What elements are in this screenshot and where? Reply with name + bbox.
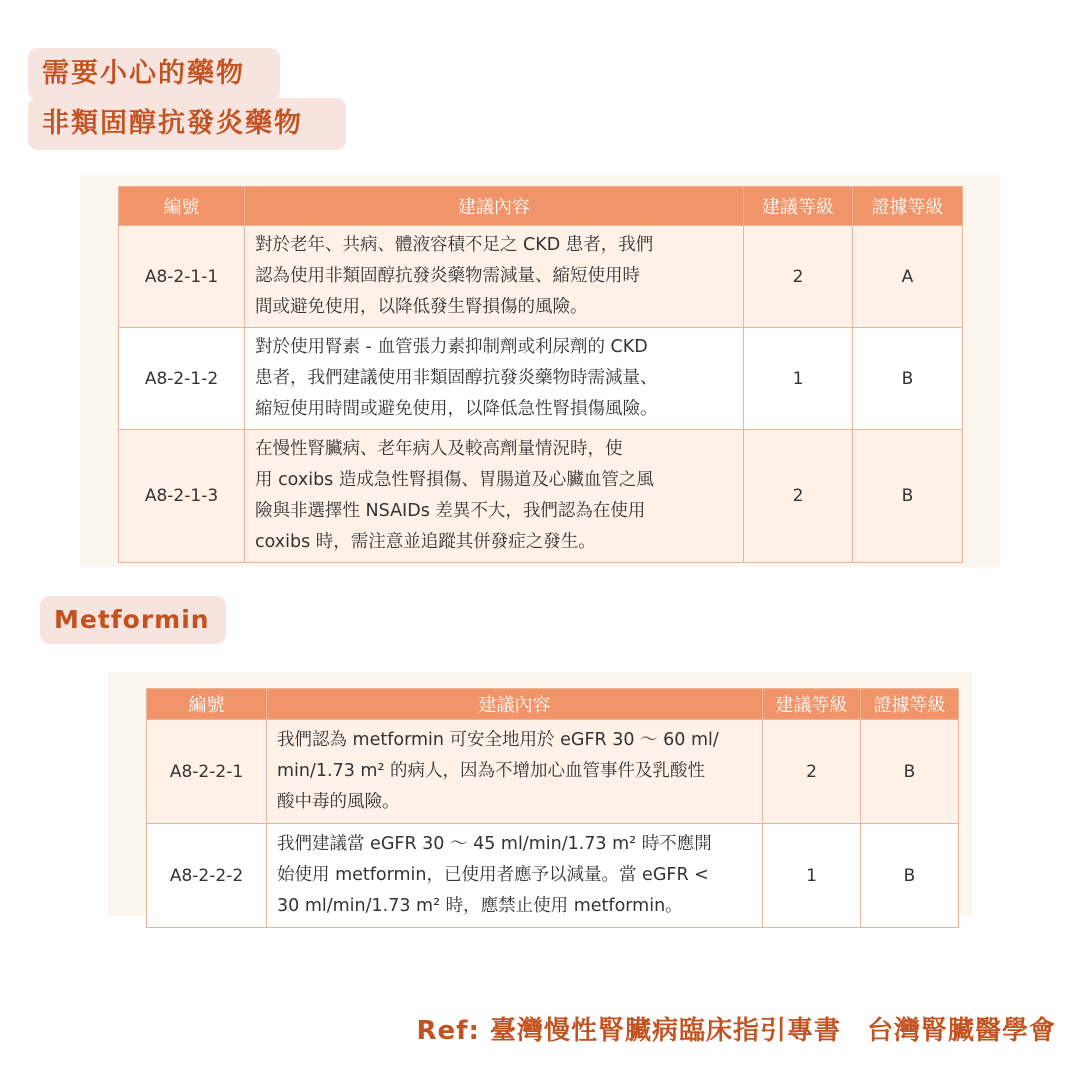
content-line: 患者，我們建議使用非類固醇抗發炎藥物時需減量、: [255, 368, 658, 388]
content-line: 我們建議當 eGFR 30 ～ 45 ml/min/1.73 m² 時不應開: [277, 834, 712, 854]
content-line: 酸中毒的風險。: [277, 792, 400, 812]
reference-footer: [417, 1010, 1056, 1047]
content-line: 我們認為 metformin 可安全地用於 eGFR 30 ～ 60 ml/: [277, 730, 719, 750]
row-evidence-grade: B: [861, 824, 959, 928]
row-id: A8-2-1-3: [119, 430, 245, 563]
ref-label: Ref:: [416, 1016, 480, 1046]
header-id: 編號: [119, 187, 245, 226]
table-row: [119, 430, 963, 563]
row-content: [267, 824, 763, 928]
content-line: 在慢性腎臟病、老年病人及較高劑量情況時，使: [255, 439, 623, 459]
content-line: 用 coxibs 造成急性腎損傷、胃腸道及心臟血管之風: [255, 470, 654, 490]
content-line: 認為使用非類固醇抗發炎藥物需減量、縮短使用時: [255, 266, 640, 286]
row-id: A8-2-2-2: [147, 824, 267, 928]
row-id: A8-2-1-1: [119, 226, 245, 328]
content-line: 間或避免使用，以降低發生腎損傷的風險。: [255, 297, 588, 317]
table-row: [147, 720, 959, 824]
row-recommendation-grade: 1: [744, 328, 853, 430]
ref-organization: 台灣腎臟醫學會: [866, 1016, 1056, 1046]
row-content: [245, 226, 744, 328]
content-line: min/1.73 m² 的病人，因為不增加心血管事件及乳酸性: [277, 761, 706, 781]
row-content: [245, 328, 744, 430]
section-heading-metformin: Metformin: [40, 596, 226, 644]
content-line: 險與非選擇性 NSAIDs 差異不大，我們認為在使用: [255, 501, 646, 521]
row-recommendation-grade: 1: [763, 824, 861, 928]
header-evidence-grade: 證據等級: [853, 187, 963, 226]
row-evidence-grade: B: [861, 720, 959, 824]
content-line: 對於使用腎素 - 血管張力素抑制劑或利尿劑的 CKD: [255, 337, 648, 357]
content-line: 縮短使用時間或避免使用，以降低急性腎損傷風險。: [255, 399, 658, 419]
table-header-row: [147, 689, 959, 720]
table-row: [119, 226, 963, 328]
section-heading-caution-drugs: 需要小心的藥物: [28, 48, 280, 100]
row-recommendation-grade: 2: [763, 720, 861, 824]
content-line: 始使用 metformin，已使用者應予以減量。當 eGFR <: [277, 865, 709, 885]
header-evidence-grade: 證據等級: [861, 689, 959, 720]
header-id: 編號: [147, 689, 267, 720]
table-header-row: [119, 187, 963, 226]
header-content: 建議內容: [267, 689, 763, 720]
header-content: 建議內容: [245, 187, 744, 226]
header-recommendation-grade: 建議等級: [744, 187, 853, 226]
content-line: 30 ml/min/1.73 m² 時，應禁止使用 metformin。: [277, 896, 683, 916]
ref-source: 臺灣慢性腎臟病臨床指引專書: [489, 1016, 841, 1046]
row-recommendation-grade: 2: [744, 226, 853, 328]
header-recommendation-grade: 建議等級: [763, 689, 861, 720]
row-evidence-grade: A: [853, 226, 963, 328]
content-line: 對於老年、共病、體液容積不足之 CKD 患者，我們: [255, 235, 654, 255]
nsaids-recommendation-table: [118, 186, 963, 563]
row-content: [267, 720, 763, 824]
content-line: coxibs 時，需注意並追蹤其併發症之發生。: [255, 532, 596, 552]
row-recommendation-grade: 2: [744, 430, 853, 563]
table-row: [147, 824, 959, 928]
section-heading-nsaids: 非類固醇抗發炎藥物: [28, 98, 346, 150]
row-id: A8-2-1-2: [119, 328, 245, 430]
row-content: [245, 430, 744, 563]
metformin-recommendation-table: [146, 688, 959, 928]
table-row: [119, 328, 963, 430]
row-evidence-grade: B: [853, 328, 963, 430]
row-id: A8-2-2-1: [147, 720, 267, 824]
row-evidence-grade: B: [853, 430, 963, 563]
